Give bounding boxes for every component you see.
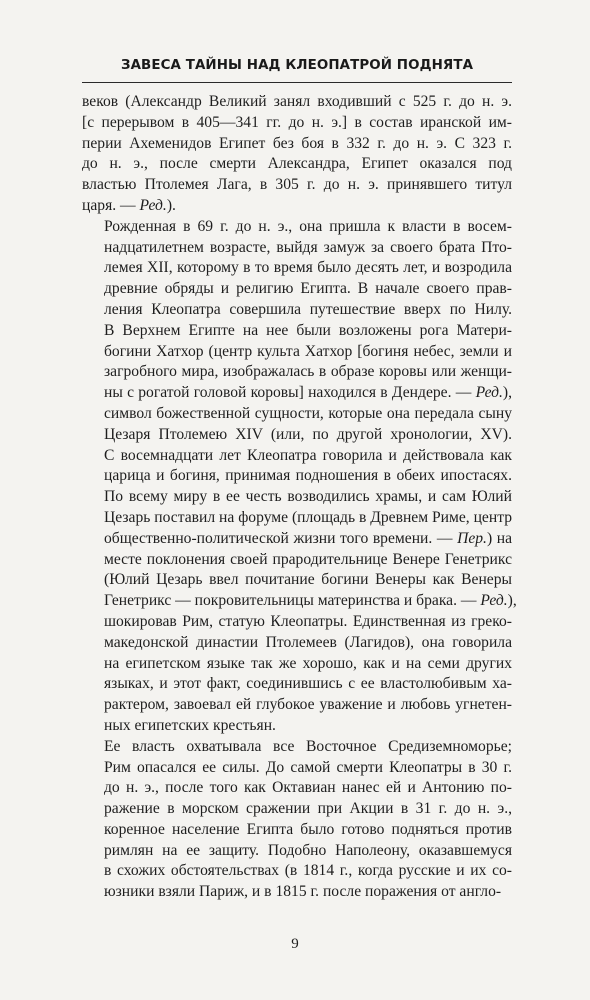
text-line: В Верхнем Египте на нее были возложены рога Матери- (104, 321, 512, 339)
paragraph (82, 92, 512, 217)
text-line: перии Ахеменидов Египет без боя в 332 г. до н. э. С 323 г. (82, 134, 512, 152)
text-line: Цезаря Птолемею XIV (или, по другой хронологии, XV). (104, 425, 512, 443)
text-line: царя. — Ред.). (82, 196, 176, 214)
text-line: (Юлий Цезарь ввел почитание богини Венеры как Венеры (104, 571, 512, 589)
text-line: символ божественной сущности, которые она передала сыну (104, 404, 512, 422)
text-line: древние обряды и религию Египта. В начале своего прав- (104, 280, 512, 298)
text-line: римлян на ее защиту. Подобно Наполеону, оказавшемуся (104, 841, 512, 859)
text-line: языках, и этот факт, соединившись с ее властолюбивым ха- (104, 675, 512, 693)
paragraph (82, 217, 517, 737)
text-line: Рожденная в 69 г. до н. э., она пришла к власти в восем- (104, 217, 512, 235)
text-line: С восемнадцати лет Клеопатра говорила и действовала как (104, 446, 512, 464)
text-line: общественно-политической жизни того времени. — Пер.) на (104, 529, 513, 547)
text-line: ных египетских крестьян. (104, 716, 276, 734)
text-line: ражение в морском сражении при Акции в 31 г. до н. э., (104, 800, 512, 818)
paragraph (82, 737, 512, 903)
text-line: царица и богиня, принимая подношения в обеих ипостасях. (104, 467, 512, 485)
text-line: коренное население Египта было готово подняться против (104, 820, 512, 838)
text-line: до н. э., после смерти Александра, Египет оказался под (82, 155, 512, 173)
text-line: [с перерывом в 405—341 гг. до н. э.] в состав иранской им- (82, 113, 512, 131)
text-line: в схожих обстоятельствах (в 1814 г., когда русские и их со- (104, 862, 512, 880)
text-line: до н. э., после того как Октавиан нанес ей и Антонию по- (104, 779, 512, 797)
running-head: ЗАВЕСА ТАЙНЫ НАД КЛЕОПАТРОЙ ПОДНЯТА (82, 56, 512, 83)
text-line: македонской династии Птолемеев (Лагидов), она говорила (104, 633, 512, 651)
text-line: на египетском языке так же хорошо, как и на семи других (104, 654, 512, 672)
text-line: Цезарь поставил на форуме (площадь в Древнем Риме, центр (104, 508, 512, 526)
text-line: шокировав Рим, статую Клеопатры. Единственная из греко- (104, 612, 512, 630)
body-text (82, 92, 517, 903)
text-line: лемея XII, которому в то время было десять лет, и возродила (104, 259, 512, 277)
text-line: По всему миру в ее честь возводились храмы, и сам Юлий (104, 488, 512, 506)
text-line: месте поклонения своей прародительнице Венере Генетрикс (104, 550, 512, 568)
text-line: властью Птолемея Лага, в 305 г. до н. э. принявшего титул (82, 176, 512, 194)
text-line: Ее власть охватывала все Восточное Средиземноморье; (104, 737, 512, 755)
text-line: Рим опасался ее силы. До самой смерти Клеопатры в 30 г. (104, 758, 512, 776)
text-line: юзники взяли Париж, и в 1815 г. после поражения от англо- (104, 883, 502, 901)
text-line: богини Хатхор (центр культа Хатхор [богиня небес, земли и (104, 342, 512, 360)
text-line: веков (Александр Великий занял входивший с 525 г. до н. э. (82, 93, 512, 110)
text-line: Генетрикс — покровительницы материнства и брака. — Ред.), (104, 592, 517, 610)
text-line: загробного мира, изображалась в образе коровы или женщи- (104, 363, 512, 381)
page-number: 9 (291, 936, 299, 952)
text-line: ны с рогатой головой коровы] находился в Дендере. — Ред.), (104, 384, 512, 402)
text-line: надцатилетнем возрасте, выйдя замуж за своего брата Пто- (104, 238, 512, 256)
text-line: ления Клеопатра совершила путешествие вверх по Нилу. (104, 300, 512, 318)
text-line: рактером, завоевал ей глубокое уважение и любовь угнетен- (104, 696, 512, 714)
